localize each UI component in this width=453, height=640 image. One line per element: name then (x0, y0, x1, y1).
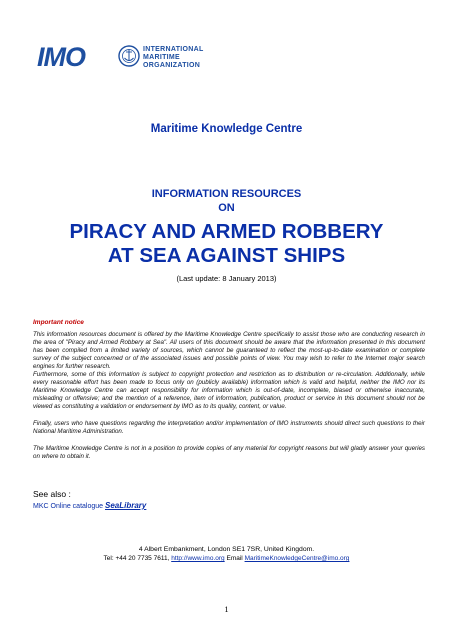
email-link[interactable]: MaritimeKnowledgeCentre@imo.org (244, 555, 350, 562)
centre-name: Maritime Knowledge Centre (150, 123, 303, 135)
org-name (143, 46, 204, 70)
email-label: Email (226, 555, 243, 562)
org-name-line: MARITIME (143, 54, 181, 61)
website-link[interactable]: http://www.imo.org (171, 555, 225, 562)
see-also-label: See also : (33, 489, 71, 499)
notice-paragraph-2: Furthermore, some of this information is subject to copyright protection and restriction as to distribution or re-circulation. Additionally, while every reasonable effort has been made to focus only on (publicly available) information which is valid and helpful, neither the IMO nor its Maritime Knowledge Centre can accept responsibility for information which is out-of-date, incomplete, biased or otherwise inaccurate, misleading or offensive; and the mention of a reference, item of information, publication, product or service in this document should not be viewed as constituting a validation or endorsement by IMO as to its quality, content, or value. (33, 371, 425, 410)
info-on-heading: ON (218, 202, 235, 214)
contact-line (0, 555, 453, 562)
imo-logo-letters: IMO (37, 42, 85, 72)
page-number: 1 (224, 604, 229, 614)
address: 4 Albert Embankment, London SE1 7SR, United Kingdom. (138, 546, 315, 553)
title-line-2: AT SEA AGAINST SHIPS (107, 244, 346, 267)
sealibrary-link[interactable]: SeaLibrary (105, 501, 147, 510)
org-name-line: INTERNATIONAL (143, 46, 204, 53)
title-line-1: PIRACY AND ARMED ROBBERY (69, 220, 384, 243)
catalogue-text: MKC Online catalogue (33, 503, 104, 510)
notice-paragraph-4: The Maritime Knowledge Centre is not in a position to provide copies of any material for copyright reasons but will gladly answer your queries on where to obtain it. (33, 445, 425, 460)
document-title (0, 220, 453, 268)
notice-paragraph-1: This information resources document is offered by the Maritime Knowledge Centre specifically to assist those who are conducting research in the area of "Piracy and Armed Robbery at Sea". All users of this document should be aware that the information presented in this document has been compiled from a limited variety of sources, which cannot be guaranteed to reflect the most-up-to-date examination or complete survey of the subject concerned or of the associated issues and possible points of view. You may wish to refer to the Internet major search engines for further research. (33, 331, 425, 370)
imo-emblem-icon (118, 45, 140, 67)
last-update: (Last update: 8 January 2013) (176, 274, 277, 283)
important-notice-heading: Important notice (33, 319, 84, 326)
notice-paragraph-3: Finally, users who have questions regarding the interpretation and/or implementation of IMO instruments should direct such questions to their National Maritime Administration. (33, 420, 425, 435)
info-resources-heading: INFORMATION RESOURCES (151, 188, 302, 200)
catalogue-line (33, 501, 146, 510)
imo-logo (30, 40, 230, 80)
telephone: Tel: +44 20 7735 7611, (103, 555, 170, 562)
org-name-line: ORGANIZATION (143, 62, 201, 69)
